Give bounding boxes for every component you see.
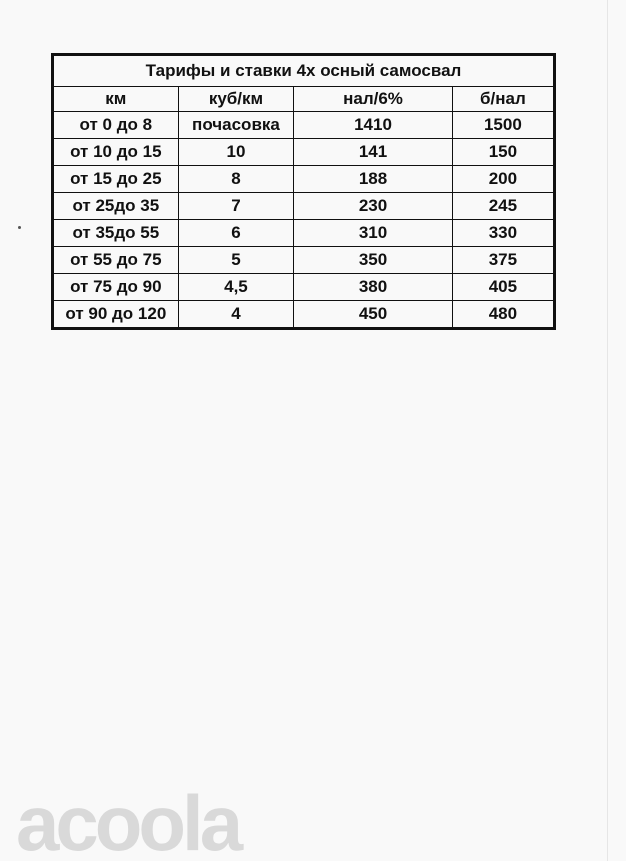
cell-distance: от 35до 55	[53, 220, 179, 247]
table-row	[53, 193, 555, 220]
cell-cashless: 150	[452, 139, 554, 166]
header-cube-km: куб/км	[178, 87, 294, 112]
header-row	[53, 87, 555, 112]
cell-distance: от 75 до 90	[53, 274, 179, 301]
table-row	[53, 301, 555, 329]
cell-rate: 4,5	[178, 274, 294, 301]
cell-cash: 230	[294, 193, 453, 220]
cell-cashless: 1500	[452, 112, 554, 139]
table-row	[53, 247, 555, 274]
cell-cash: 380	[294, 274, 453, 301]
tariff-table	[51, 53, 556, 330]
page-edge	[607, 0, 608, 861]
table-row	[53, 139, 555, 166]
cell-cash: 350	[294, 247, 453, 274]
cell-distance: от 0 до 8	[53, 112, 179, 139]
cell-rate: 7	[178, 193, 294, 220]
cell-rate: почасовка	[178, 112, 294, 139]
cell-cash: 141	[294, 139, 453, 166]
cell-cashless: 480	[452, 301, 554, 329]
cell-distance: от 55 до 75	[53, 247, 179, 274]
table-row	[53, 112, 555, 139]
table-row	[53, 274, 555, 301]
table-row	[53, 220, 555, 247]
cell-rate: 4	[178, 301, 294, 329]
cell-distance: от 25до 35	[53, 193, 179, 220]
cell-distance: от 10 до 15	[53, 139, 179, 166]
cell-rate: 10	[178, 139, 294, 166]
cell-cashless: 405	[452, 274, 554, 301]
table-row	[53, 166, 555, 193]
acoola-watermark-logo	[12, 770, 252, 860]
cell-cashless: 330	[452, 220, 554, 247]
cell-rate: 8	[178, 166, 294, 193]
cell-rate: 6	[178, 220, 294, 247]
table-body	[53, 112, 555, 329]
cell-cashless: 200	[452, 166, 554, 193]
cell-cash: 310	[294, 220, 453, 247]
header-km: км	[53, 87, 179, 112]
cell-distance: от 90 до 120	[53, 301, 179, 329]
svg-text:acoola: acoola	[16, 779, 240, 860]
table-title: Тарифы и ставки 4х осный самосвал	[53, 55, 555, 87]
cell-cashless: 375	[452, 247, 554, 274]
cell-rate: 5	[178, 247, 294, 274]
header-cashless: б/нал	[452, 87, 554, 112]
scan-speck	[18, 226, 21, 229]
cell-cashless: 245	[452, 193, 554, 220]
cell-cash: 1410	[294, 112, 453, 139]
cell-cash: 450	[294, 301, 453, 329]
header-cash: нал/6%	[294, 87, 453, 112]
cell-distance: от 15 до 25	[53, 166, 179, 193]
cell-cash: 188	[294, 166, 453, 193]
